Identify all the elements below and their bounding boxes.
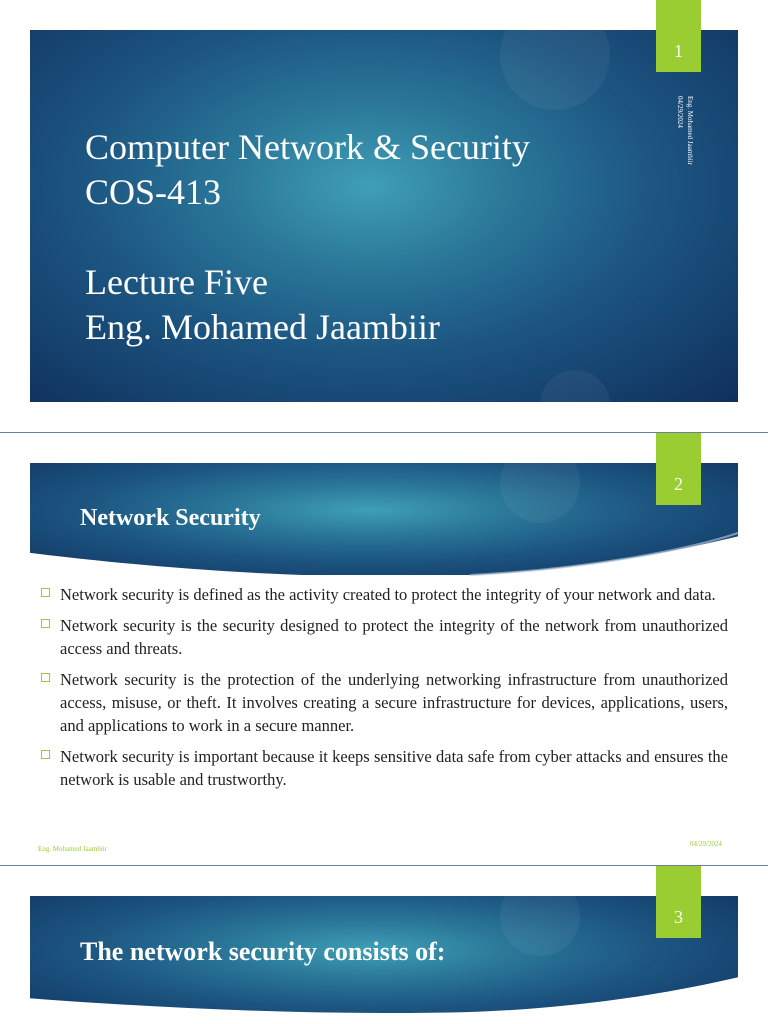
bullet-item [38,745,728,791]
bullet-item [38,668,728,737]
decorative-orb [500,463,580,523]
slide-1-title [85,125,530,350]
slide-number: 3 [674,907,683,927]
title-gap [85,215,530,260]
footer-date: 04/29/2024 [690,840,722,848]
footer-author: Eng. Mohamed Jaambiir [38,845,108,853]
lecture-number: Lecture Five [85,262,268,302]
course-title: Computer Network & Security [85,127,530,167]
decorative-orb [500,30,610,110]
slide-number: 1 [674,41,683,61]
lecturer-name: Eng. Mohamed Jaambiir [85,307,440,347]
slide-1-side-footer [655,96,695,196]
slide-number: 2 [674,474,683,494]
bullet-text: Network security is important because it keeps sensitive data safe from cyber attacks and ensures the network is usable and trustworthy. [60,747,728,789]
square-bullet-icon [41,673,50,682]
side-author: Eng. Mohamed Jaambiir [686,96,694,166]
header-swoosh [0,525,768,585]
square-bullet-icon [41,619,50,628]
slide-2-title: Network Security [80,505,261,531]
bullet-item [38,583,728,606]
square-bullet-icon [41,750,50,759]
slide-3-title: The network security consists of: [80,937,446,966]
decorative-orb [500,896,580,956]
course-code: COS-413 [85,172,222,212]
bullet-text: Network security is the protection of the underlying networking infrastructure from unauthorized access, misuse, or theft. It involves creating a secure infrastructure for devices, applications, users, and applications to work in a secure manner. [60,670,728,735]
decorative-orb [540,370,610,402]
bullet-text: Network security is the security designed to protect the integrity of the network from unauthorized access and threats. [60,616,728,658]
slide-divider [0,865,768,866]
slide-number-badge [656,433,701,505]
slide-number-badge [656,0,701,72]
bullet-text: Network security is defined as the activity created to protect the integrity of your network and data. [60,585,716,604]
header-swoosh [0,970,768,1024]
slide-number-badge [656,866,701,938]
bullet-item [38,614,728,660]
square-bullet-icon [41,588,50,597]
bullet-list [38,583,728,799]
side-date: 04/29/2024 [676,96,684,128]
slide-divider [0,432,768,433]
